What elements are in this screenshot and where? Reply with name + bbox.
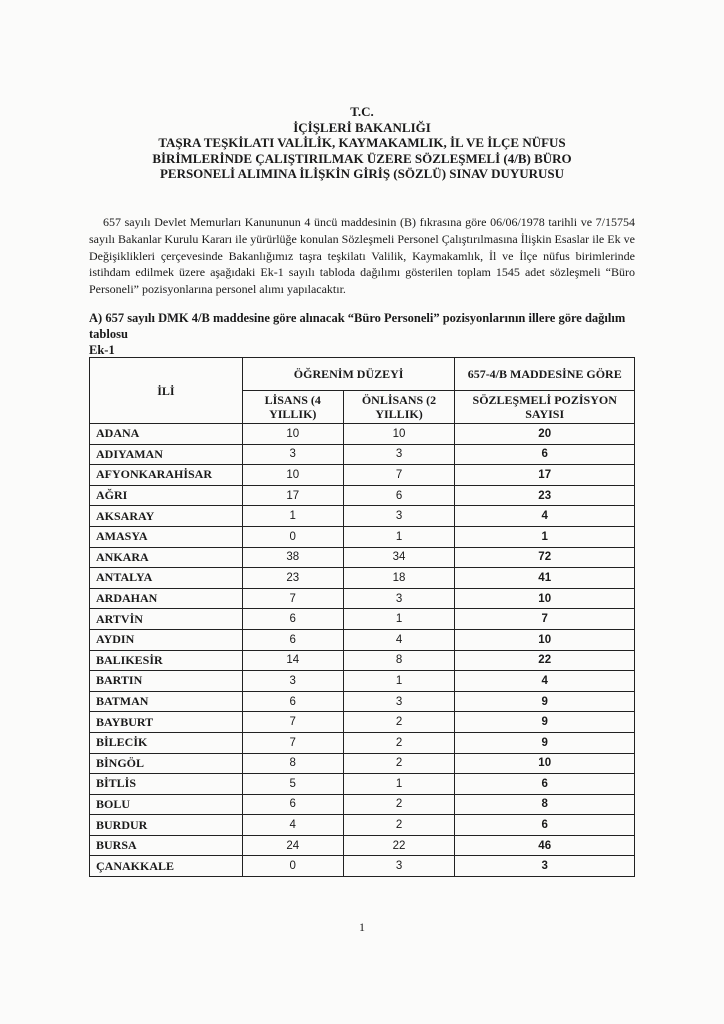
table-row — [90, 815, 635, 836]
table-row — [90, 506, 635, 527]
cell-il: ANKARA — [90, 547, 243, 568]
cell-onlisans: 1 — [343, 671, 455, 692]
cell-toplam: 22 — [455, 650, 635, 671]
cell-onlisans: 2 — [343, 753, 455, 774]
cell-onlisans: 6 — [343, 485, 455, 506]
cell-onlisans: 3 — [343, 588, 455, 609]
cell-lisans: 6 — [242, 609, 343, 630]
cell-il: AYDIN — [90, 629, 243, 650]
table-row — [90, 609, 635, 630]
cell-toplam: 41 — [455, 568, 635, 589]
cell-lisans: 7 — [242, 712, 343, 733]
cell-lisans: 3 — [242, 444, 343, 465]
cell-lisans: 8 — [242, 753, 343, 774]
cell-toplam: 46 — [455, 835, 635, 856]
cell-toplam: 20 — [455, 424, 635, 445]
cell-onlisans: 3 — [343, 691, 455, 712]
cell-il: BURSA — [90, 835, 243, 856]
cell-il: ADANA — [90, 424, 243, 445]
cell-toplam: 10 — [455, 629, 635, 650]
cell-onlisans: 1 — [343, 609, 455, 630]
table-body — [90, 424, 635, 877]
cell-lisans: 17 — [242, 485, 343, 506]
cell-lisans: 6 — [242, 794, 343, 815]
cell-il: AĞRI — [90, 485, 243, 506]
column-header-total-top: 657-4/B MADDESİNE GÖRE — [455, 358, 635, 391]
table-row — [90, 629, 635, 650]
cell-il: ADIYAMAN — [90, 444, 243, 465]
cell-il: ARTVİN — [90, 609, 243, 630]
cell-onlisans: 8 — [343, 650, 455, 671]
page-number: 1 — [359, 920, 365, 934]
cell-toplam: 9 — [455, 691, 635, 712]
cell-lisans: 0 — [242, 526, 343, 547]
column-header-lisans: LİSANS (4 YILLIK) — [242, 391, 343, 424]
column-header-onlisans: ÖNLİSANS (2 YILLIK) — [343, 391, 455, 424]
cell-toplam: 4 — [455, 671, 635, 692]
column-header-total-bottom: SÖZLEŞMELİ POZİSYON SAYISI — [455, 391, 635, 424]
annex-label: Ek-1 — [89, 343, 115, 357]
table-row — [90, 465, 635, 486]
cell-onlisans: 2 — [343, 794, 455, 815]
cell-lisans: 5 — [242, 774, 343, 795]
table-row — [90, 568, 635, 589]
table-row — [90, 444, 635, 465]
cell-toplam: 9 — [455, 732, 635, 753]
cell-toplam: 9 — [455, 712, 635, 733]
cell-lisans: 4 — [242, 815, 343, 836]
cell-onlisans: 3 — [343, 856, 455, 877]
cell-toplam: 7 — [455, 609, 635, 630]
column-header-il: İLİ — [90, 358, 243, 424]
header-line-ministry: İÇİŞLERİ BAKANLIĞI — [293, 119, 431, 135]
intro-paragraph — [89, 214, 635, 298]
table-row — [90, 835, 635, 856]
cell-onlisans: 7 — [343, 465, 455, 486]
table-row — [90, 856, 635, 877]
section-title: A) 657 sayılı DMK 4/B maddesine göre alınacak “Büro Personeli” pozisyonlarının illere göre dağılım tablosu — [89, 311, 626, 341]
cell-toplam: 4 — [455, 506, 635, 527]
header-line-title-2: BİRİMLERİNDE ÇALIŞTIRILMAK ÜZERE SÖZLEŞMELİ (4/B) BÜRO — [152, 150, 572, 166]
intro-paragraph-text: 657 sayılı Devlet Memurları Kanununun 4 üncü maddesinin (B) fıkrasına göre 06/06/1978 tarihli ve 7/15754 sayılı Bakanlar Kurulu Kararı ile yürürlüğe konulan Sözleşmeli Personel Çalıştırılmasına İlişkin Esaslar ile Ek ve Değişiklikleri çerçevesinde Bakanlığımız taşra teşkilatı Valilik, Kaymakamlık, İl ve İlçe nüfus birimlerinde istihdam edilmek üzere aşağıdaki Ek-1 sayılı tabloda dağılımı gösterilen toplam 1545 adet sözleşmeli “Büro Personeli” pozisyonlarına personel alımı yapılacaktır. — [89, 215, 635, 297]
table-row — [90, 671, 635, 692]
header-line-title-1: TAŞRA TEŞKİLATI VALİLİK, KAYMAKAMLIK, İL VE İLÇE NÜFUS — [158, 135, 566, 150]
table-row — [90, 732, 635, 753]
cell-lisans: 14 — [242, 650, 343, 671]
cell-onlisans: 2 — [343, 815, 455, 836]
header-line-tc: T.C. — [350, 104, 374, 119]
table-row — [90, 712, 635, 733]
column-header-ogrenim: ÖĞRENİM DÜZEYİ — [242, 358, 455, 391]
table-row — [90, 424, 635, 445]
cell-lisans: 23 — [242, 568, 343, 589]
cell-il: BİTLİS — [90, 774, 243, 795]
cell-toplam: 1 — [455, 526, 635, 547]
cell-lisans: 3 — [242, 671, 343, 692]
cell-lisans: 38 — [242, 547, 343, 568]
cell-onlisans: 2 — [343, 712, 455, 733]
cell-onlisans: 22 — [343, 835, 455, 856]
cell-onlisans: 18 — [343, 568, 455, 589]
cell-lisans: 6 — [242, 691, 343, 712]
cell-il: BOLU — [90, 794, 243, 815]
cell-il: BARTIN — [90, 671, 243, 692]
cell-lisans: 10 — [242, 465, 343, 486]
cell-toplam: 6 — [455, 774, 635, 795]
cell-il: BAYBURT — [90, 712, 243, 733]
cell-onlisans: 1 — [343, 774, 455, 795]
table-row — [90, 774, 635, 795]
table-row — [90, 485, 635, 506]
cell-onlisans: 34 — [343, 547, 455, 568]
cell-lisans: 1 — [242, 506, 343, 527]
cell-lisans: 6 — [242, 629, 343, 650]
cell-il: ARDAHAN — [90, 588, 243, 609]
cell-il: ÇANAKKALE — [90, 856, 243, 877]
cell-toplam: 23 — [455, 485, 635, 506]
cell-toplam: 72 — [455, 547, 635, 568]
cell-toplam: 17 — [455, 465, 635, 486]
cell-il: BALIKESİR — [90, 650, 243, 671]
header-line-title-3: PERSONELİ ALIMINA İLİŞKİN GİRİŞ (SÖZLÜ) SINAV DUYURUSU — [159, 166, 565, 181]
cell-onlisans: 1 — [343, 526, 455, 547]
cell-toplam: 8 — [455, 794, 635, 815]
table-row — [90, 650, 635, 671]
table-row — [90, 588, 635, 609]
cell-lisans: 7 — [242, 588, 343, 609]
table-row — [90, 753, 635, 774]
cell-onlisans: 3 — [343, 444, 455, 465]
cell-toplam: 10 — [455, 588, 635, 609]
table-row — [90, 794, 635, 815]
cell-onlisans: 10 — [343, 424, 455, 445]
table-row — [90, 526, 635, 547]
cell-il: ANTALYA — [90, 568, 243, 589]
cell-lisans: 7 — [242, 732, 343, 753]
cell-il: AKSARAY — [90, 506, 243, 527]
cell-toplam: 3 — [455, 856, 635, 877]
cell-il: BİLECİK — [90, 732, 243, 753]
table-row — [90, 547, 635, 568]
document-header — [0, 104, 724, 182]
cell-il: AMASYA — [90, 526, 243, 547]
cell-onlisans: 3 — [343, 506, 455, 527]
cell-il: BİNGÖL — [90, 753, 243, 774]
cell-toplam: 6 — [455, 815, 635, 836]
cell-onlisans: 4 — [343, 629, 455, 650]
cell-onlisans: 2 — [343, 732, 455, 753]
cell-lisans: 24 — [242, 835, 343, 856]
cell-il: BATMAN — [90, 691, 243, 712]
cell-toplam: 10 — [455, 753, 635, 774]
cell-toplam: 6 — [455, 444, 635, 465]
table-row — [90, 691, 635, 712]
cell-il: AFYONKARAHİSAR — [90, 465, 243, 486]
cell-il: BURDUR — [90, 815, 243, 836]
distribution-table — [89, 357, 635, 877]
cell-lisans: 0 — [242, 856, 343, 877]
cell-lisans: 10 — [242, 424, 343, 445]
